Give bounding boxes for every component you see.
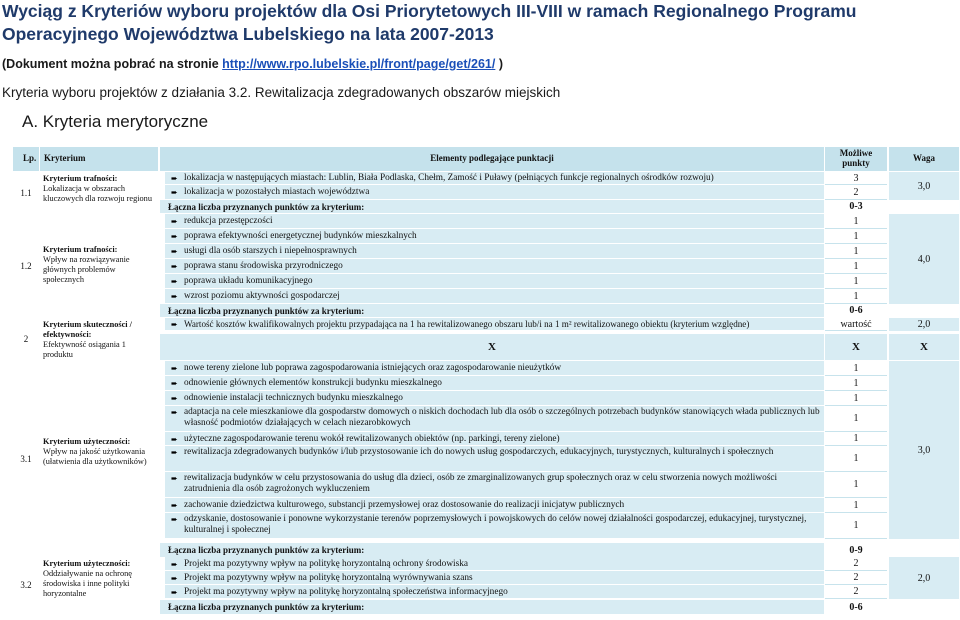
element-row: ➨ rewitalizacja zdegradowanych budynków i/lub przystosowanie ich do nowych usług gospodarczych, edukacyjnych, turystycznych, kulturalnych i społecznych xyxy=(165,446,824,472)
points-value: 3 xyxy=(825,172,887,185)
sum-value: 0-9 xyxy=(825,543,887,557)
document-title xyxy=(2,0,957,46)
pointer-icon: ➨ xyxy=(171,434,178,444)
points-value: 1 xyxy=(825,498,887,513)
pointer-icon: ➨ xyxy=(171,408,178,417)
criterion-desc: Lokalizacja w obszarach kluczowych dla rozwoju regionu xyxy=(43,184,152,203)
download-prefix: (Dokument można pobrać na stronie xyxy=(2,57,223,71)
not-applicable-mark: X xyxy=(889,334,959,360)
header-punkty: Możliwe punkty xyxy=(825,147,887,171)
header-elementy: Elementy podlegające punktacji xyxy=(160,147,824,171)
criterion-1-1 xyxy=(40,172,158,209)
section-heading: A. Kryteria merytoryczne xyxy=(22,112,209,131)
download-note xyxy=(2,57,503,71)
lp-1-1: 1.1 xyxy=(13,172,39,209)
element-row: ➨ adaptacja na cele mieszkaniowe dla gospodarstw domowych o niskich dochodach lub dla osób o szczególnych potrzebach budynków stanowiących włada publicznych lub własność podmiotów działających w celach niezarobkowych xyxy=(165,406,824,432)
pointer-icon: ➨ xyxy=(171,394,178,403)
criterion-desc: Wpływ na rozwiązywanie głównych problemów społecznych xyxy=(43,255,130,284)
element-row: ➨ odzyskanie, dostosowanie i ponowne wykorzystanie terenów poprzemysłowych i powojskowych do celów nowej działalności gospodarczej, edukacyjnej, turystycznej, kulturalnej i społecznej xyxy=(165,513,824,539)
pointer-icon: ➨ xyxy=(171,448,178,457)
criterion-desc: Efektywność osiągania 1 produktu xyxy=(43,340,126,359)
element-row: ➨ poprawa stanu środowiska przyrodniczego xyxy=(165,259,824,274)
pointer-icon: ➨ xyxy=(171,247,178,256)
points-value: 1 xyxy=(825,274,887,289)
points-value: wartość xyxy=(825,318,887,331)
pointer-icon: ➨ xyxy=(171,277,178,286)
weight-value: 4,0 xyxy=(889,214,959,304)
header-kryterium: Kryterium xyxy=(40,147,158,171)
element-row: ➨ usługi dla osób starszych i niepełnosprawnych xyxy=(165,244,824,259)
points-value: 1 xyxy=(825,244,887,259)
weight-value: 3,0 xyxy=(889,361,959,539)
element-row: ➨ lokalizacja w pozostałych miastach województwa xyxy=(165,185,824,200)
criterion-name: Kryterium skuteczności / efektywności: xyxy=(43,320,132,339)
weight-value: 2,0 xyxy=(889,557,959,599)
pointer-icon: ➨ xyxy=(171,474,178,483)
pointer-icon: ➨ xyxy=(171,501,178,510)
not-applicable-mark: X xyxy=(160,334,824,360)
element-row: ➨ wzrost poziomu aktywności gospodarczej xyxy=(165,289,824,304)
element-row: ➨ Projekt ma pozytywny wpływ na politykę horyzontalną ochrony środowiska xyxy=(165,557,824,571)
pointer-icon: ➨ xyxy=(171,379,178,388)
sum-label: Łączna liczba przyznanych punktów za kryterium: xyxy=(160,304,824,317)
element-row: ➨ użyteczne zagospodarowanie terenu wokół rewitalizowanych obiektów (np. parkingi, tereny zielone) xyxy=(165,432,824,446)
points-value: 1 xyxy=(825,513,887,539)
weight-value: 2,0 xyxy=(889,318,959,331)
points-value: 2 xyxy=(825,571,887,585)
title-line-1: Wyciąg z Kryteriów wyboru projektów dla Osi Priorytetowych III-VIII w ramach Regionalnego Programu xyxy=(2,1,857,21)
criterion-1-2 xyxy=(40,243,158,293)
element-row: ➨ redukcja przestępczości xyxy=(165,214,824,229)
subtitle: Kryteria wyboru projektów z działania 3.2. Rewitalizacja zdegradowanych obszarów miejskich xyxy=(2,85,561,100)
element-row: ➨ nowe tereny zielone lub poprawa zagospodarowania istniejących oraz zagospodarowanie nieużytków xyxy=(165,361,824,376)
lp-3-2: 3.2 xyxy=(13,557,39,617)
points-value: 1 xyxy=(825,432,887,446)
criterion-name: Kryterium użyteczności: xyxy=(43,559,131,568)
header-lp: Lp. xyxy=(13,147,39,171)
sum-value: 0-3 xyxy=(825,200,887,213)
points-value: 1 xyxy=(825,214,887,229)
points-value: 1 xyxy=(825,229,887,244)
criterion-name: Kryterium użyteczności: xyxy=(43,437,131,446)
pointer-icon: ➨ xyxy=(171,573,178,583)
sum-label: Łączna liczba przyznanych punktów za kryterium: xyxy=(160,543,824,557)
criterion-3-2 xyxy=(40,557,158,617)
points-value: 1 xyxy=(825,289,887,304)
lp-1-2: 1.2 xyxy=(13,214,39,315)
element-row: ➨ odnowienie głównych elementów konstrukcji budynku mieszkalnego xyxy=(165,376,824,391)
pointer-icon: ➨ xyxy=(171,262,178,271)
sum-label: Łączna liczba przyznanych punktów za kryterium: xyxy=(160,600,824,614)
pointer-icon: ➨ xyxy=(171,364,178,373)
pointer-icon: ➨ xyxy=(171,188,178,197)
element-row: ➨ odnowienie instalacji technicznych budynku mieszkalnego xyxy=(165,391,824,406)
pointer-icon: ➨ xyxy=(171,292,178,301)
element-row: ➨ poprawa efektywności energetycznej budynków mieszkalnych xyxy=(165,229,824,244)
pointer-icon: ➨ xyxy=(171,232,178,241)
points-value: 2 xyxy=(825,557,887,571)
pointer-icon: ➨ xyxy=(171,217,178,226)
points-value: 1 xyxy=(825,259,887,274)
pointer-icon: ➨ xyxy=(171,320,178,329)
points-value: 1 xyxy=(825,376,887,391)
criterion-desc: Wpływ na jakość użytkowania (ułatwienia dla użytkowników) xyxy=(43,447,147,466)
element-row: ➨ Projekt ma pozytywny wpływ na politykę horyzontalną społeczeństwa informacyjnego xyxy=(165,585,824,599)
element-row: ➨ rewitalizacja budynków w celu przystosowania do usług dla dzieci, osób ze zmarginalizowanych grup społecznych oraz w celu stworzenia nowych możliwości zatrudnienia dla osób zagrożonych wykluczeniem xyxy=(165,472,824,498)
download-suffix: ) xyxy=(495,57,503,71)
title-line-2: Operacyjnego Województwa Lubelskiego na lata 2007-2013 xyxy=(2,24,494,44)
sum-label: Łączna liczba przyznanych punktów za kryterium: xyxy=(160,200,824,213)
criterion-2 xyxy=(40,318,158,360)
lp-3-1: 3.1 xyxy=(13,361,39,563)
points-value: 1 xyxy=(825,446,887,472)
element-row: ➨ poprawa układu komunikacyjnego xyxy=(165,274,824,289)
points-value: 1 xyxy=(825,406,887,432)
criterion-desc: Oddziaływanie na ochronę środowiska i inne polityki horyzontalne xyxy=(43,569,132,598)
element-row: ➨ Projekt ma pozytywny wpływ na politykę horyzontalną wyrównywania szans xyxy=(165,571,824,585)
weight-value: 3,0 xyxy=(889,172,959,200)
sum-value: 0-6 xyxy=(825,600,887,614)
pointer-icon: ➨ xyxy=(171,587,178,597)
points-value: 2 xyxy=(825,185,887,200)
points-value: 1 xyxy=(825,391,887,406)
header-waga: Waga xyxy=(889,147,959,171)
points-value: 1 xyxy=(825,361,887,376)
pointer-icon: ➨ xyxy=(171,559,178,569)
pointer-icon: ➨ xyxy=(171,515,178,524)
download-link[interactable]: http://www.rpo.lubelskie.pl/front/page/get/261/ xyxy=(222,57,496,71)
criterion-3-1 xyxy=(40,435,158,487)
criterion-name: Kryterium trafności: xyxy=(43,174,118,183)
points-value: 2 xyxy=(825,585,887,599)
sum-value: 0-6 xyxy=(825,304,887,317)
pointer-icon: ➨ xyxy=(171,174,178,183)
element-row: ➨ zachowanie dziedzictwa kulturowego, substancji przemysłowej oraz dostosowanie do realizacji inicjatyw publicznych xyxy=(165,498,824,513)
element-row: ➨ Wartość kosztów kwalifikowalnych projektu przypadająca na 1 ha rewitalizowanego obszaru lub/i na 1 m² rewitalizowanego obiektu (kryterium względne) xyxy=(165,318,824,331)
lp-2: 2 xyxy=(13,318,39,360)
not-applicable-mark: X xyxy=(825,334,887,360)
points-value: 1 xyxy=(825,472,887,498)
criterion-name: Kryterium trafności: xyxy=(43,245,118,254)
element-row: ➨ lokalizacja w następujących miastach: Lublin, Biała Podlaska, Chełm, Zamość i Puławy (pełniących funkcje regionalnych ośrodków rozwoju) xyxy=(165,172,824,185)
